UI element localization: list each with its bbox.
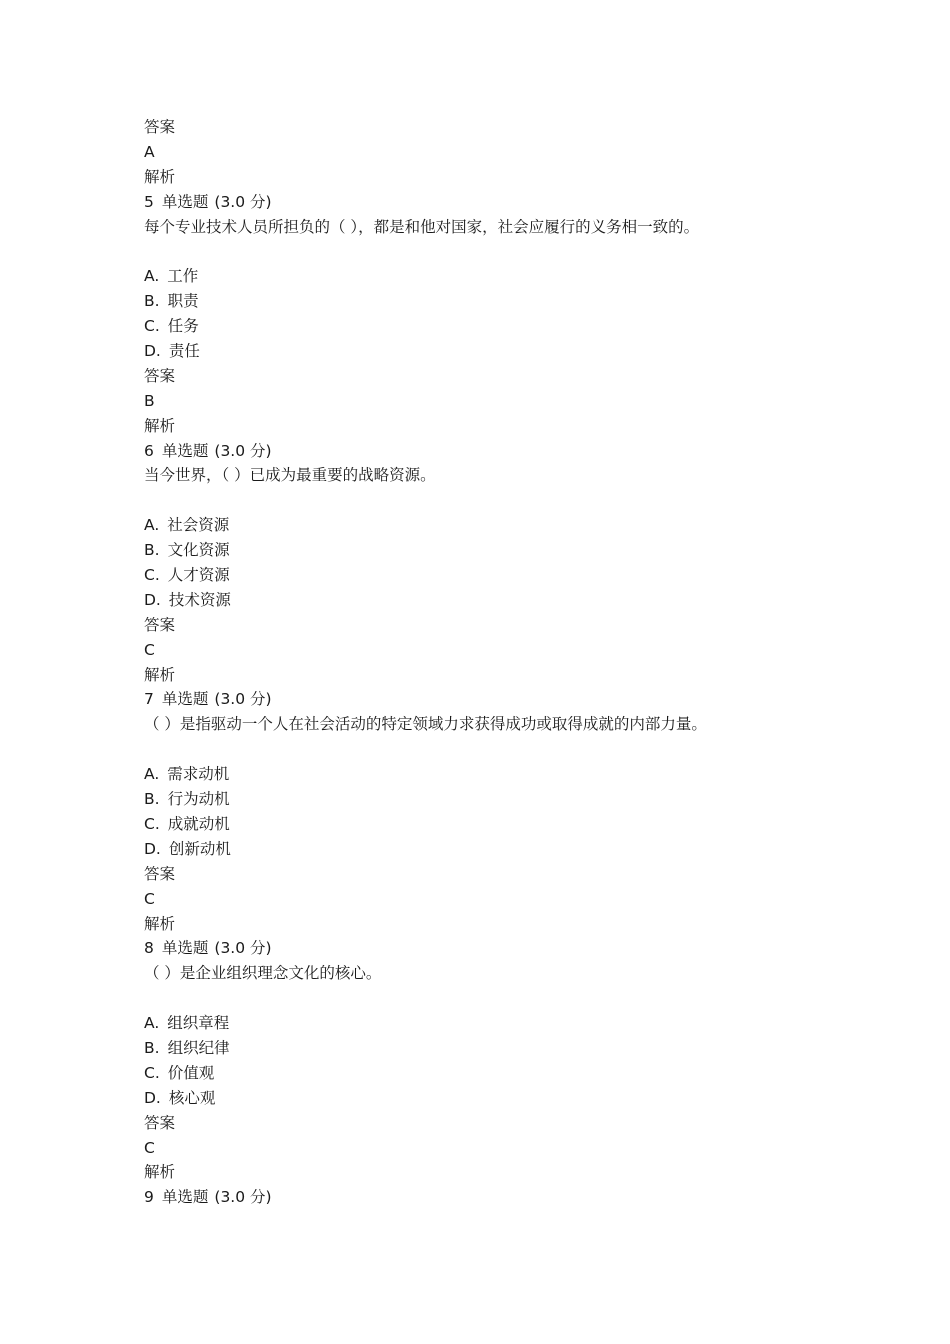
question-stem: 每个专业技术人员所担负的（ ），都是和他对国家，社会应履行的义务相一致的。: [144, 217, 700, 236]
spacer: [144, 737, 844, 762]
question-stem: （ ）是企业组织理念文化的核心。: [144, 964, 382, 983]
option-letter: D.: [144, 839, 161, 858]
option-c: [144, 314, 844, 339]
option-d: [144, 837, 844, 862]
option-letter: C.: [144, 814, 160, 833]
question-type: 单选题: [161, 1188, 209, 1207]
option-letter: D.: [144, 342, 161, 361]
option-d: [144, 588, 844, 613]
option-a: [144, 264, 844, 289]
option-text: 成就动机: [167, 814, 230, 833]
question-type: 单选题: [161, 690, 209, 709]
answer-value: C: [144, 1138, 155, 1157]
question-score: (3.0 分): [214, 192, 272, 211]
spacer: [144, 986, 844, 1011]
document-page: [144, 115, 844, 1210]
option-letter: D.: [144, 590, 161, 609]
question-header: [144, 190, 844, 215]
answer-value: C: [144, 640, 155, 659]
option-text: 工作: [167, 267, 199, 286]
answer-value: A: [144, 142, 155, 161]
option-letter: A.: [144, 516, 160, 535]
answer-label: 答案: [144, 615, 176, 634]
question-score: (3.0 分): [214, 441, 272, 460]
option-d: [144, 1086, 844, 1111]
question-number: 9: [144, 1188, 154, 1207]
option-text: 行为动机: [167, 790, 230, 809]
spacer: [144, 488, 844, 513]
question-number: 8: [144, 939, 154, 958]
answer-value: C: [144, 889, 155, 908]
option-letter: A.: [144, 765, 160, 784]
option-b: [144, 538, 844, 563]
option-b: [144, 787, 844, 812]
question-score: (3.0 分): [214, 939, 272, 958]
option-c: [144, 812, 844, 837]
question-header: [144, 439, 844, 464]
question-score: (3.0 分): [214, 690, 272, 709]
question-stem: （ ）是指驱动一个人在社会活动的特定领域力求获得成功或取得成就的内部力量。: [144, 715, 707, 734]
option-text: 组织章程: [167, 1014, 230, 1033]
option-d: [144, 339, 844, 364]
option-b: [144, 289, 844, 314]
option-text: 技术资源: [168, 590, 231, 609]
option-letter: C.: [144, 1063, 160, 1082]
analysis-label: 解析: [144, 167, 176, 186]
option-letter: B.: [144, 790, 160, 809]
option-letter: B.: [144, 292, 160, 311]
question-type: 单选题: [161, 192, 209, 211]
question-header: [144, 687, 844, 712]
question-number: 5: [144, 192, 154, 211]
option-letter: D.: [144, 1088, 161, 1107]
option-text: 职责: [167, 292, 199, 311]
question-header: [144, 936, 844, 961]
question-score: (3.0 分): [214, 1188, 272, 1207]
option-letter: B.: [144, 541, 160, 560]
option-c: [144, 1061, 844, 1086]
question-number: 6: [144, 441, 154, 460]
option-a: [144, 1011, 844, 1036]
option-letter: A.: [144, 1014, 160, 1033]
option-letter: B.: [144, 1038, 160, 1057]
answer-label: 答案: [144, 366, 176, 385]
option-a: [144, 513, 844, 538]
question-type: 单选题: [161, 441, 209, 460]
option-text: 需求动机: [167, 765, 230, 784]
option-b: [144, 1036, 844, 1061]
option-text: 文化资源: [167, 541, 230, 560]
option-text: 价值观: [167, 1063, 215, 1082]
question-stem: 当今世界，（ ）已成为最重要的战略资源。: [144, 466, 436, 485]
option-text: 核心观: [168, 1088, 216, 1107]
answer-label: 答案: [144, 1113, 176, 1132]
analysis-label: 解析: [144, 914, 176, 933]
option-letter: A.: [144, 267, 160, 286]
question-header: [144, 1185, 844, 1210]
option-text: 任务: [167, 317, 199, 336]
answer-label: 答案: [144, 864, 176, 883]
analysis-label: 解析: [144, 1163, 176, 1182]
option-letter: C.: [144, 317, 160, 336]
answer-value: B: [144, 391, 155, 410]
option-text: 责任: [168, 342, 200, 361]
question-type: 单选题: [161, 939, 209, 958]
question-number: 7: [144, 690, 154, 709]
analysis-label: 解析: [144, 665, 176, 684]
answer-label: 答案: [144, 118, 176, 136]
spacer: [144, 239, 844, 264]
option-c: [144, 563, 844, 588]
option-text: 社会资源: [167, 516, 230, 535]
option-letter: C.: [144, 566, 160, 585]
option-text: 人才资源: [167, 566, 230, 585]
analysis-label: 解析: [144, 416, 176, 435]
option-a: [144, 762, 844, 787]
option-text: 创新动机: [168, 839, 231, 858]
option-text: 组织纪律: [167, 1038, 230, 1057]
